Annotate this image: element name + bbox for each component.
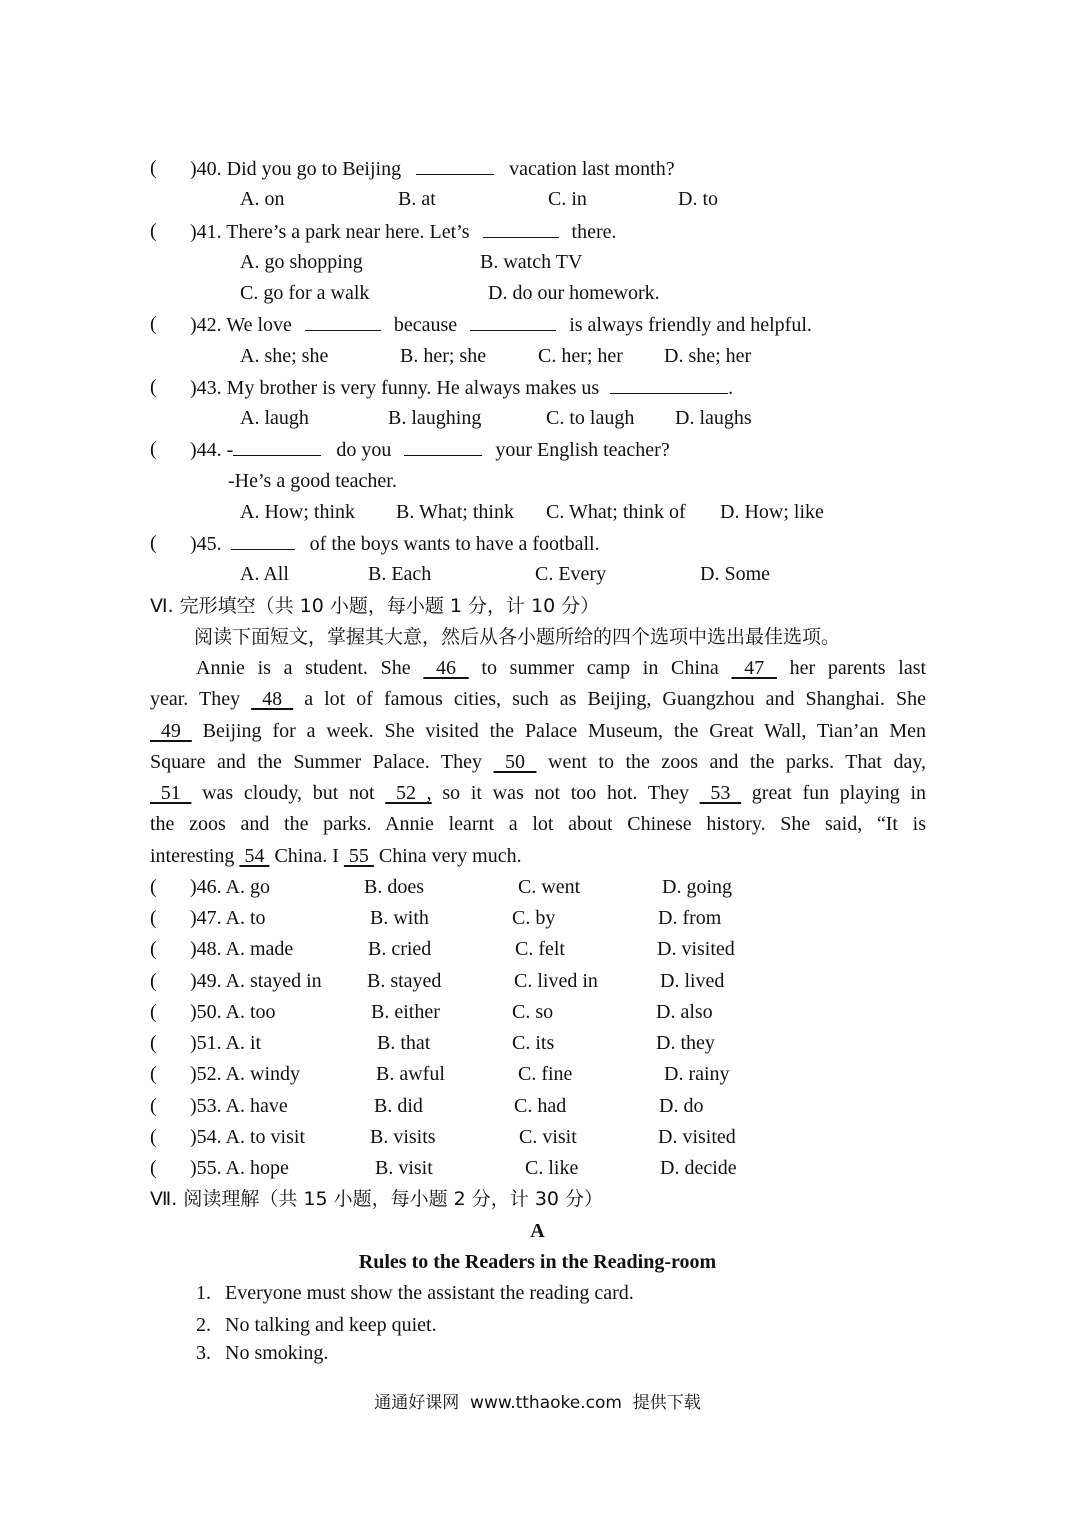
section-6-heading: Ⅵ. 完形填空（共 10 小题，每小题 1 分，计 10 分）: [150, 595, 600, 617]
cloze-q46-d[interactable]: D. going: [662, 876, 732, 898]
cloze-q47-d[interactable]: D. from: [658, 907, 722, 929]
q43-option-a[interactable]: A. laugh: [240, 407, 309, 429]
q41-stem: )41. There’s a park near here. Let’s there.: [190, 221, 617, 243]
passage-line: interesting 54 China. I 55 China very much.: [150, 845, 522, 867]
rule-number: 2.: [196, 1314, 211, 1336]
cloze-q52-b[interactable]: B. awful: [376, 1063, 445, 1085]
blank-50[interactable]: 50: [493, 751, 537, 773]
answer-blank[interactable]: [305, 312, 381, 331]
q45-stem: )45. of the boys wants to have a football.: [190, 533, 600, 555]
blank-54[interactable]: 54: [239, 845, 270, 867]
q42-option-c[interactable]: C. her; her: [538, 345, 623, 367]
rule-number: 1.: [196, 1282, 211, 1304]
q41-option-d[interactable]: D. do our homework.: [488, 282, 660, 304]
rule-text: Everyone must show the assistant the reading card.: [225, 1282, 634, 1304]
passage-line: 49 Beijing for a week. She visited the Palace Museum, the Great Wall, Tian’an Men: [150, 720, 926, 742]
q45-option-b[interactable]: B. Each: [368, 563, 432, 585]
answer-blank[interactable]: [610, 375, 728, 394]
paren: (: [150, 876, 157, 898]
page-footer: 通通好课网 www.tthaoke.com 提供下载: [374, 1393, 701, 1413]
q42-stem: )42. We love because is always friendly and helpful.: [190, 314, 812, 336]
reading-title: Rules to the Readers in the Reading-room: [358, 1251, 717, 1273]
answer-blank[interactable]: [231, 531, 295, 550]
q43-paren: (: [150, 376, 157, 398]
paren: (: [150, 1001, 157, 1023]
cloze-q55-b[interactable]: B. visit: [375, 1157, 433, 1179]
cloze-q48-b[interactable]: B. cried: [368, 938, 432, 960]
blank-46[interactable]: 46: [423, 657, 469, 679]
q42-paren: (: [150, 313, 157, 335]
paren: (: [150, 938, 157, 960]
cloze-q53-c[interactable]: C. had: [514, 1095, 567, 1117]
q42-option-b[interactable]: B. her; she: [400, 345, 487, 367]
q40-stem: )40. Did you go to Beijing vacation last month?: [190, 158, 675, 180]
blank-48[interactable]: 48: [251, 688, 294, 710]
q44-option-c[interactable]: C. What; think of: [546, 501, 686, 523]
rule-number: 3.: [196, 1342, 211, 1364]
reading-part-label: A: [530, 1220, 545, 1242]
cloze-q51-a[interactable]: )51. A. it: [190, 1032, 262, 1054]
cloze-q55-c[interactable]: C. like: [525, 1157, 579, 1179]
cloze-q55-a[interactable]: )55. A. hope: [190, 1157, 289, 1179]
q45-option-a[interactable]: A. All: [240, 563, 289, 585]
cloze-q54-c[interactable]: C. visit: [519, 1126, 577, 1148]
cloze-q54-a[interactable]: )54. A. to visit: [190, 1126, 306, 1148]
answer-blank[interactable]: [404, 437, 482, 456]
q43-option-d[interactable]: D. laughs: [675, 407, 752, 429]
cloze-q52-c[interactable]: C. fine: [518, 1063, 573, 1085]
q43-stem: )43. My brother is very funny. He always makes us .: [190, 377, 734, 399]
cloze-q52-a[interactable]: )52. A. windy: [190, 1063, 300, 1085]
paren: (: [150, 1126, 157, 1148]
q41-option-b[interactable]: B. watch TV: [480, 251, 583, 273]
q43-option-c[interactable]: C. to laugh: [546, 407, 635, 429]
cloze-q50-c[interactable]: C. so: [512, 1001, 554, 1023]
cloze-q50-d[interactable]: D. also: [656, 1001, 713, 1023]
cloze-q51-c[interactable]: C. its: [512, 1032, 555, 1054]
answer-blank[interactable]: [470, 312, 556, 331]
passage-line: the zoos and the parks. Annie learnt a lot about Chinese history. She said, “It is: [150, 813, 926, 835]
cloze-q48-d[interactable]: D. visited: [657, 938, 735, 960]
q40-paren: (: [150, 157, 157, 179]
q44-option-d[interactable]: D. How; like: [720, 501, 824, 523]
cloze-q47-a[interactable]: )47. A. to: [190, 907, 266, 929]
paren: (: [150, 1032, 157, 1054]
cloze-q47-c[interactable]: C. by: [512, 907, 556, 929]
passage-line: Square and the Summer Palace. They 50 went to the zoos and the parks. That day,: [150, 751, 927, 773]
q42-option-d[interactable]: D. she; her: [664, 345, 752, 367]
answer-blank[interactable]: [483, 219, 559, 238]
q45-option-d[interactable]: D. Some: [700, 563, 770, 585]
section-6-instruction: 阅读下面短文，掌握其大意，然后从各小题所给的四个选项中选出最佳选项。: [194, 626, 841, 648]
q41-option-c[interactable]: C. go for a walk: [240, 282, 370, 304]
q41-paren: (: [150, 220, 157, 242]
q45-option-c[interactable]: C. Every: [535, 563, 607, 585]
cloze-q53-b[interactable]: B. did: [374, 1095, 423, 1117]
q40-option-b[interactable]: B. at: [398, 188, 436, 210]
paren: (: [150, 1157, 157, 1179]
blank-47[interactable]: 47: [731, 657, 777, 679]
passage-line: Annie is a student. She 46 to summer camp in China 47 her parents last: [196, 657, 927, 679]
cloze-q49-c[interactable]: C. lived in: [514, 970, 598, 992]
q44-paren: (: [150, 438, 157, 460]
q40-option-a[interactable]: A. on: [240, 188, 285, 210]
blank-49[interactable]: 49: [150, 720, 192, 742]
passage-line: year. They 48 a lot of famous cities, such as Beijing, Guangzhou and Shanghai. She: [150, 688, 926, 710]
cloze-q49-b[interactable]: B. stayed: [367, 970, 442, 992]
cloze-q46-c[interactable]: C. went: [518, 876, 581, 898]
answer-blank[interactable]: [416, 156, 494, 175]
q40-option-c[interactable]: C. in: [548, 188, 587, 210]
cloze-q49-d[interactable]: D. lived: [660, 970, 725, 992]
cloze-q55-d[interactable]: D. decide: [660, 1157, 737, 1179]
q44-stem: )44. - do you your English teacher?: [190, 439, 670, 461]
cloze-q54-b[interactable]: B. visits: [370, 1126, 436, 1148]
q42-option-a[interactable]: A. she; she: [240, 345, 329, 367]
rule-text: No smoking.: [225, 1342, 329, 1364]
cloze-q50-a[interactable]: )50. A. too: [190, 1001, 276, 1023]
q44-option-a[interactable]: A. How; think: [240, 501, 355, 523]
paren: (: [150, 1063, 157, 1085]
cloze-q48-c[interactable]: C. felt: [515, 938, 565, 960]
cloze-q46-b[interactable]: B. does: [364, 876, 424, 898]
blank-52[interactable]: 52 ,: [385, 782, 432, 804]
cloze-q46-a[interactable]: )46. A. go: [190, 876, 270, 898]
q45-paren: (: [150, 532, 157, 554]
q40-option-d[interactable]: D. to: [678, 188, 718, 210]
blank-53[interactable]: 53: [699, 782, 742, 804]
answer-blank[interactable]: [233, 437, 321, 456]
section-7-heading: Ⅶ. 阅读理解（共 15 小题，每小题 2 分，计 30 分）: [150, 1188, 604, 1210]
cloze-q48-a[interactable]: )48. A. made: [190, 938, 294, 960]
cloze-q52-d[interactable]: D. rainy: [664, 1063, 730, 1085]
q44-option-b[interactable]: B. What; think: [396, 501, 514, 523]
cloze-q49-a[interactable]: )49. A. stayed in: [190, 970, 322, 992]
cloze-q50-b[interactable]: B. either: [371, 1001, 440, 1023]
blank-51[interactable]: 51: [150, 782, 192, 804]
paren: (: [150, 970, 157, 992]
q44-reply: -He’s a good teacher.: [228, 470, 397, 492]
cloze-q47-b[interactable]: B. with: [370, 907, 429, 929]
cloze-q51-d[interactable]: D. they: [656, 1032, 715, 1054]
q41-option-a[interactable]: A. go shopping: [240, 251, 363, 273]
cloze-q51-b[interactable]: B. that: [377, 1032, 431, 1054]
cloze-q53-a[interactable]: )53. A. have: [190, 1095, 288, 1117]
passage-line: 51 was cloudy, but not 52 , so it was not too hot. They 53 great fun playing in: [150, 782, 927, 804]
q43-option-b[interactable]: B. laughing: [388, 407, 482, 429]
blank-55[interactable]: 55: [343, 845, 374, 867]
rule-text: No talking and keep quiet.: [225, 1314, 437, 1336]
cloze-q54-d[interactable]: D. visited: [658, 1126, 736, 1148]
paren: (: [150, 907, 157, 929]
cloze-q53-d[interactable]: D. do: [659, 1095, 704, 1117]
paren: (: [150, 1095, 157, 1117]
